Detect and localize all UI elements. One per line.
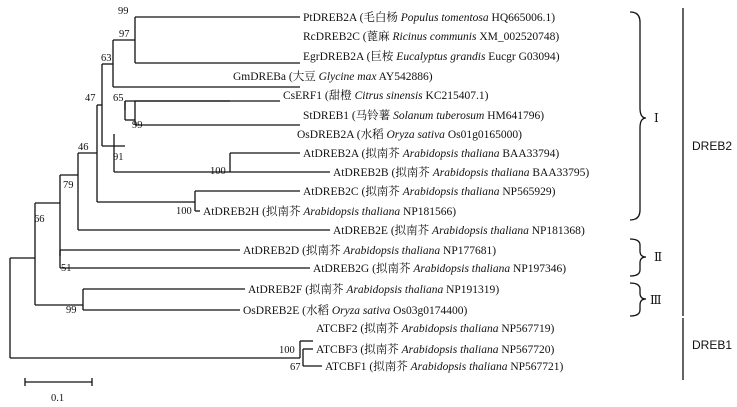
leaf-label: AtDREB2H (拟南芥 Arabidopsis thaliana NP181566) bbox=[203, 206, 457, 218]
bootstrap-value: 47 bbox=[85, 93, 96, 104]
bootstrap-value: 99 bbox=[66, 305, 77, 316]
bootstrap-value: 99 bbox=[118, 6, 129, 17]
bootstrap-value: 100 bbox=[279, 345, 295, 356]
bootstrap-value: 46 bbox=[78, 142, 89, 153]
family-bars bbox=[683, 8, 732, 380]
group-brackets bbox=[630, 12, 662, 316]
leaf-label: AtDREB2G (拟南芥 Arabidopsis thaliana NP197346) bbox=[313, 263, 567, 275]
scale-bar bbox=[25, 378, 92, 404]
leaf-label: AtDREB2B (拟南芥 Arabidopsis thaliana BAA33795) bbox=[333, 167, 590, 179]
leaf-label: AtDREB2E (拟南芥 Arabidopsis thaliana NP181368) bbox=[333, 225, 585, 237]
brace-group-1 bbox=[630, 12, 646, 220]
leaf-label: AtDREB2A (拟南芥 Arabidopsis thaliana BAA33794) bbox=[303, 148, 560, 160]
bootstrap-value: 99 bbox=[132, 120, 143, 131]
leaf-label: ATCBF1 (拟南芥 Arabidopsis thaliana NP567721) bbox=[325, 361, 564, 373]
bootstrap-value: 91 bbox=[113, 152, 124, 163]
leaf-label: OsDREB2E (水稻 Oryza sativa Os03g0174400) bbox=[243, 305, 468, 317]
family-label: DREB1 bbox=[692, 338, 733, 352]
leaf-label: CsERF1 (甜橙 Citrus sinensis KC215407.1) bbox=[283, 90, 489, 102]
bootstrap-value: 79 bbox=[63, 180, 74, 191]
bootstrap-value: 67 bbox=[290, 362, 301, 373]
group-label: Ⅱ bbox=[654, 250, 663, 264]
leaf-label: ATCBF3 (拟南芥 Arabidopsis thaliana NP567720) bbox=[316, 344, 555, 356]
group-label: Ⅲ bbox=[650, 293, 662, 307]
scale-bar-label: 0.1 bbox=[51, 393, 65, 404]
leaf-label: OsDREB2A (水稻 Oryza sativa Os01g0165000) bbox=[297, 129, 522, 141]
leaf-label: PtDREB2A (毛白杨 Populus tomentosa HQ665006.1) bbox=[303, 12, 556, 24]
bootstrap-value: 51 bbox=[61, 263, 72, 274]
leaf-label: AtDREB2F (拟南芥 Arabidopsis thaliana NP191319) bbox=[248, 284, 500, 296]
bootstrap-value: 100 bbox=[176, 206, 192, 217]
leaf-label: EgrDREB2A (巨桉 Eucalyptus grandis Eucgr G03094) bbox=[303, 51, 560, 63]
bootstrap-value: 100 bbox=[210, 166, 226, 177]
bootstrap-value: 65 bbox=[113, 93, 124, 104]
leaf-label: GmDREBa (大豆 Glycine max AY542886) bbox=[233, 71, 433, 83]
bootstrap-value: 66 bbox=[34, 214, 45, 225]
bootstrap-values bbox=[34, 6, 301, 373]
bootstrap-value: 97 bbox=[119, 29, 130, 40]
leaf-label: ATCBF2 (拟南芥 Arabidopsis thaliana NP567719) bbox=[316, 323, 555, 335]
leaf-label: AtDREB2D (拟南芥 Arabidopsis thaliana NP177681) bbox=[243, 245, 497, 257]
brace-group-3 bbox=[630, 283, 646, 316]
bootstrap-value: 63 bbox=[101, 53, 112, 64]
family-label: DREB2 bbox=[692, 139, 733, 153]
leaf-label: StDREB1 (马铃薯 Solanum tuberosum HM641796) bbox=[303, 110, 545, 122]
group-label: Ⅰ bbox=[654, 111, 659, 125]
brace-group-2 bbox=[630, 239, 646, 276]
leaf-label: AtDREB2C (拟南芥 Arabidopsis thaliana NP565929) bbox=[303, 186, 556, 198]
leaf-label: RcDREB2C (蓖麻 Ricinus communis XM_002520748) bbox=[303, 31, 560, 43]
